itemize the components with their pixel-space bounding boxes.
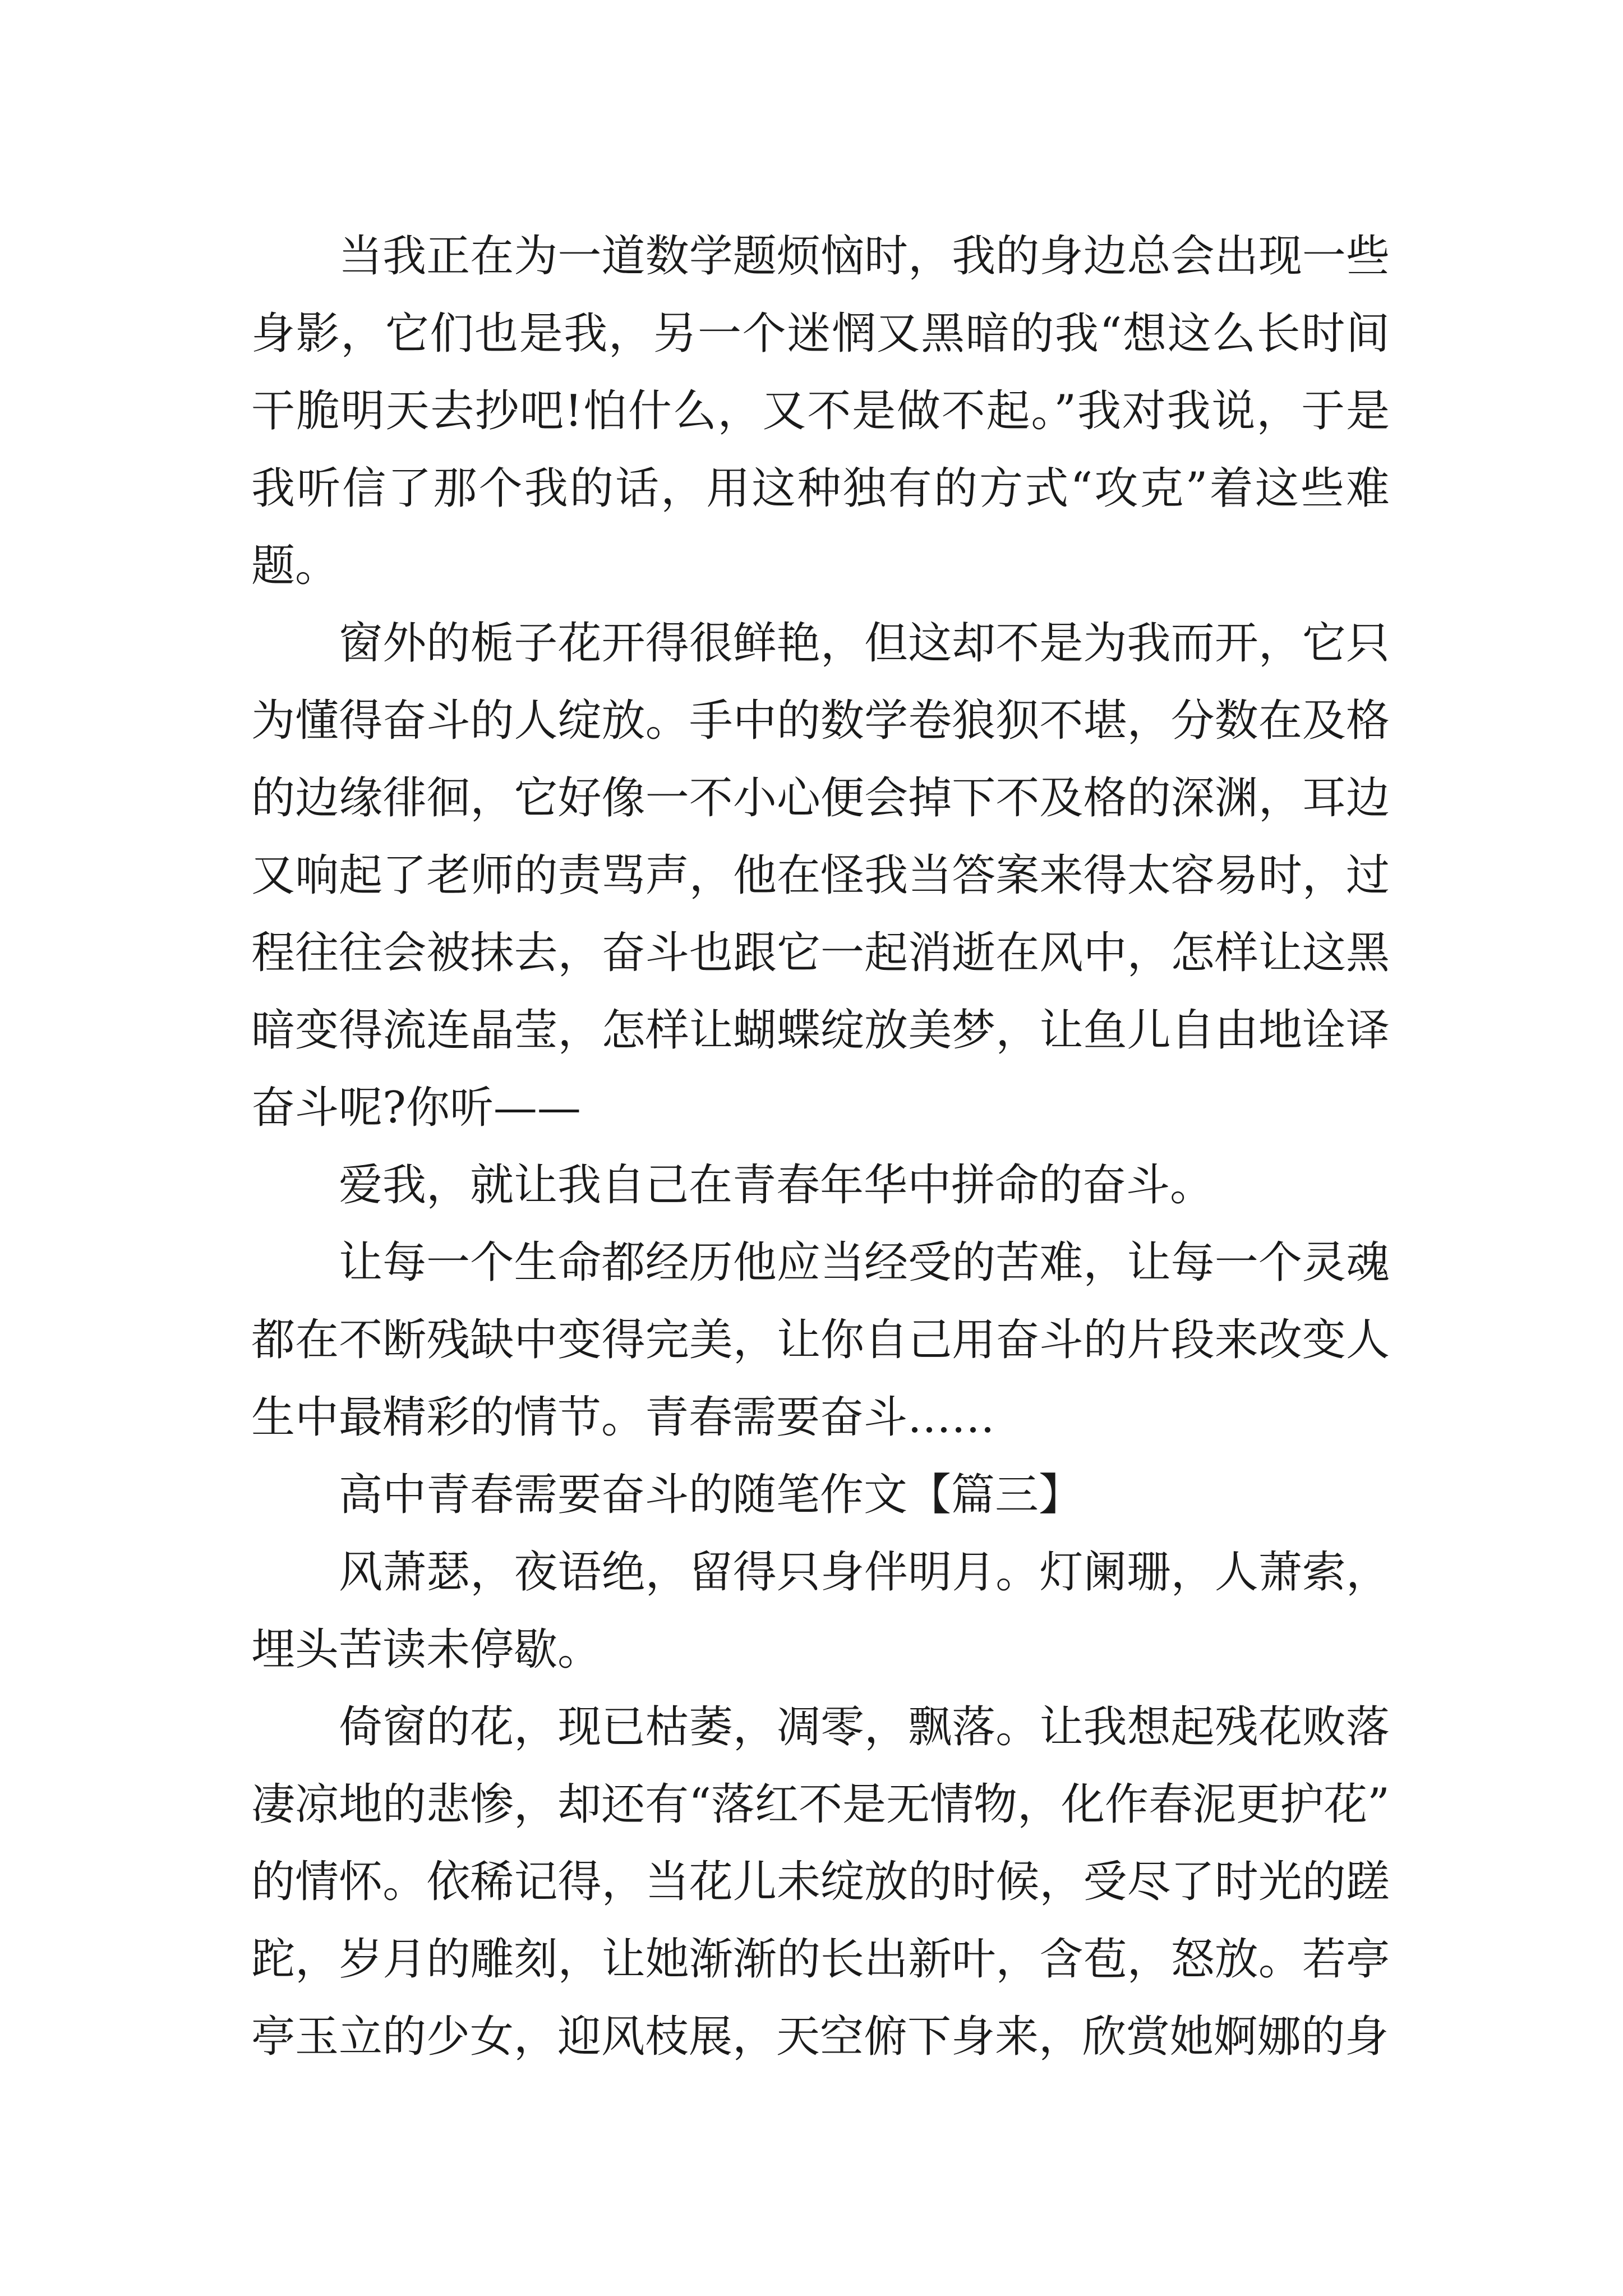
- text-line: 亭玉立的少女，迎风枝展，天空俯下身来，欣赏她婀娜的身: [251, 2012, 1389, 2062]
- text-line: 暗变得流连晶莹，怎样让蝴蝶绽放美梦，让鱼儿自由地诠译: [251, 1005, 1390, 1056]
- text-line: 让每一个生命都经历他应当经受的苦难，让每一个灵魂: [339, 1237, 1390, 1288]
- text-line: 风萧瑟，夜语绝，留得只身伴明月。灯阑珊，人萧索，: [339, 1547, 1390, 1598]
- text-line: 高中青春需要奋斗的随笔作文【篇三】: [339, 1470, 1083, 1520]
- text-line: 身影，它们也是我，另一个迷惘又黑暗的我“想这么长时间: [251, 309, 1390, 359]
- text-line: 为懂得奋斗的人绽放。手中的数学卷狼狈不堪，分数在及格: [251, 696, 1390, 746]
- text-line: 程往往会被抹去，奋斗也跟它一起消逝在风中，怎样让这黑: [251, 928, 1390, 978]
- paragraph: [251, 605, 1390, 1147]
- text-line: 我听信了那个我的话，用这种独有的方式“攻克”着这些难: [251, 463, 1390, 514]
- article-body: [251, 218, 1390, 2076]
- text-line: 当我正在为一道数学题烦恼时，我的身边总会出现一些: [339, 231, 1390, 282]
- text-line: 的边缘徘徊，它好像一不小心便会掉下不及格的深渊，耳边: [251, 773, 1390, 823]
- text-line: 窗外的栀子花开得很鲜艳，但这却不是为我而开，它只: [339, 618, 1390, 669]
- text-line: 爱我，就让我自己在青春年华中拼命的奋斗。: [339, 1160, 1214, 1211]
- paragraph: [251, 1456, 1390, 1534]
- paragraph: [251, 1534, 1390, 1688]
- text-line: 倚窗的花，现已枯萎，凋零，飘落。让我想起残花败落: [339, 1702, 1390, 1752]
- text-line: 都在不断残缺中变得完美，让你自己用奋斗的片段来改变人: [251, 1315, 1390, 1365]
- text-line: 又响起了老师的责骂声，他在怪我当答案来得太容易时，过: [251, 850, 1390, 901]
- text-line: 的情怀。依稀记得，当花儿未绽放的时候，受尽了时光的蹉: [251, 1857, 1390, 1907]
- text-line: 跎，岁月的雕刻，让她渐渐的长出新叶，含苞，怒放。若亭: [251, 1934, 1390, 1985]
- paragraph: [251, 1688, 1390, 2076]
- paragraph: [251, 1224, 1390, 1456]
- text-line: 奋斗呢?你听——: [251, 1083, 581, 1133]
- text-line: 题。: [251, 541, 339, 591]
- paragraph: [251, 218, 1390, 605]
- paragraph: [251, 1147, 1390, 1224]
- text-line: 凄凉地的悲惨，却还有“落红不是无情物，化作春泥更护花”: [251, 1779, 1390, 1830]
- text-line: 生中最精彩的情节。青春需要奋斗……: [251, 1392, 995, 1443]
- text-line: 干脆明天去抄吧!怕什么，又不是做不起。”我对我说，于是: [251, 386, 1390, 436]
- text-line: 埋头苦读未停歇。: [251, 1625, 602, 1675]
